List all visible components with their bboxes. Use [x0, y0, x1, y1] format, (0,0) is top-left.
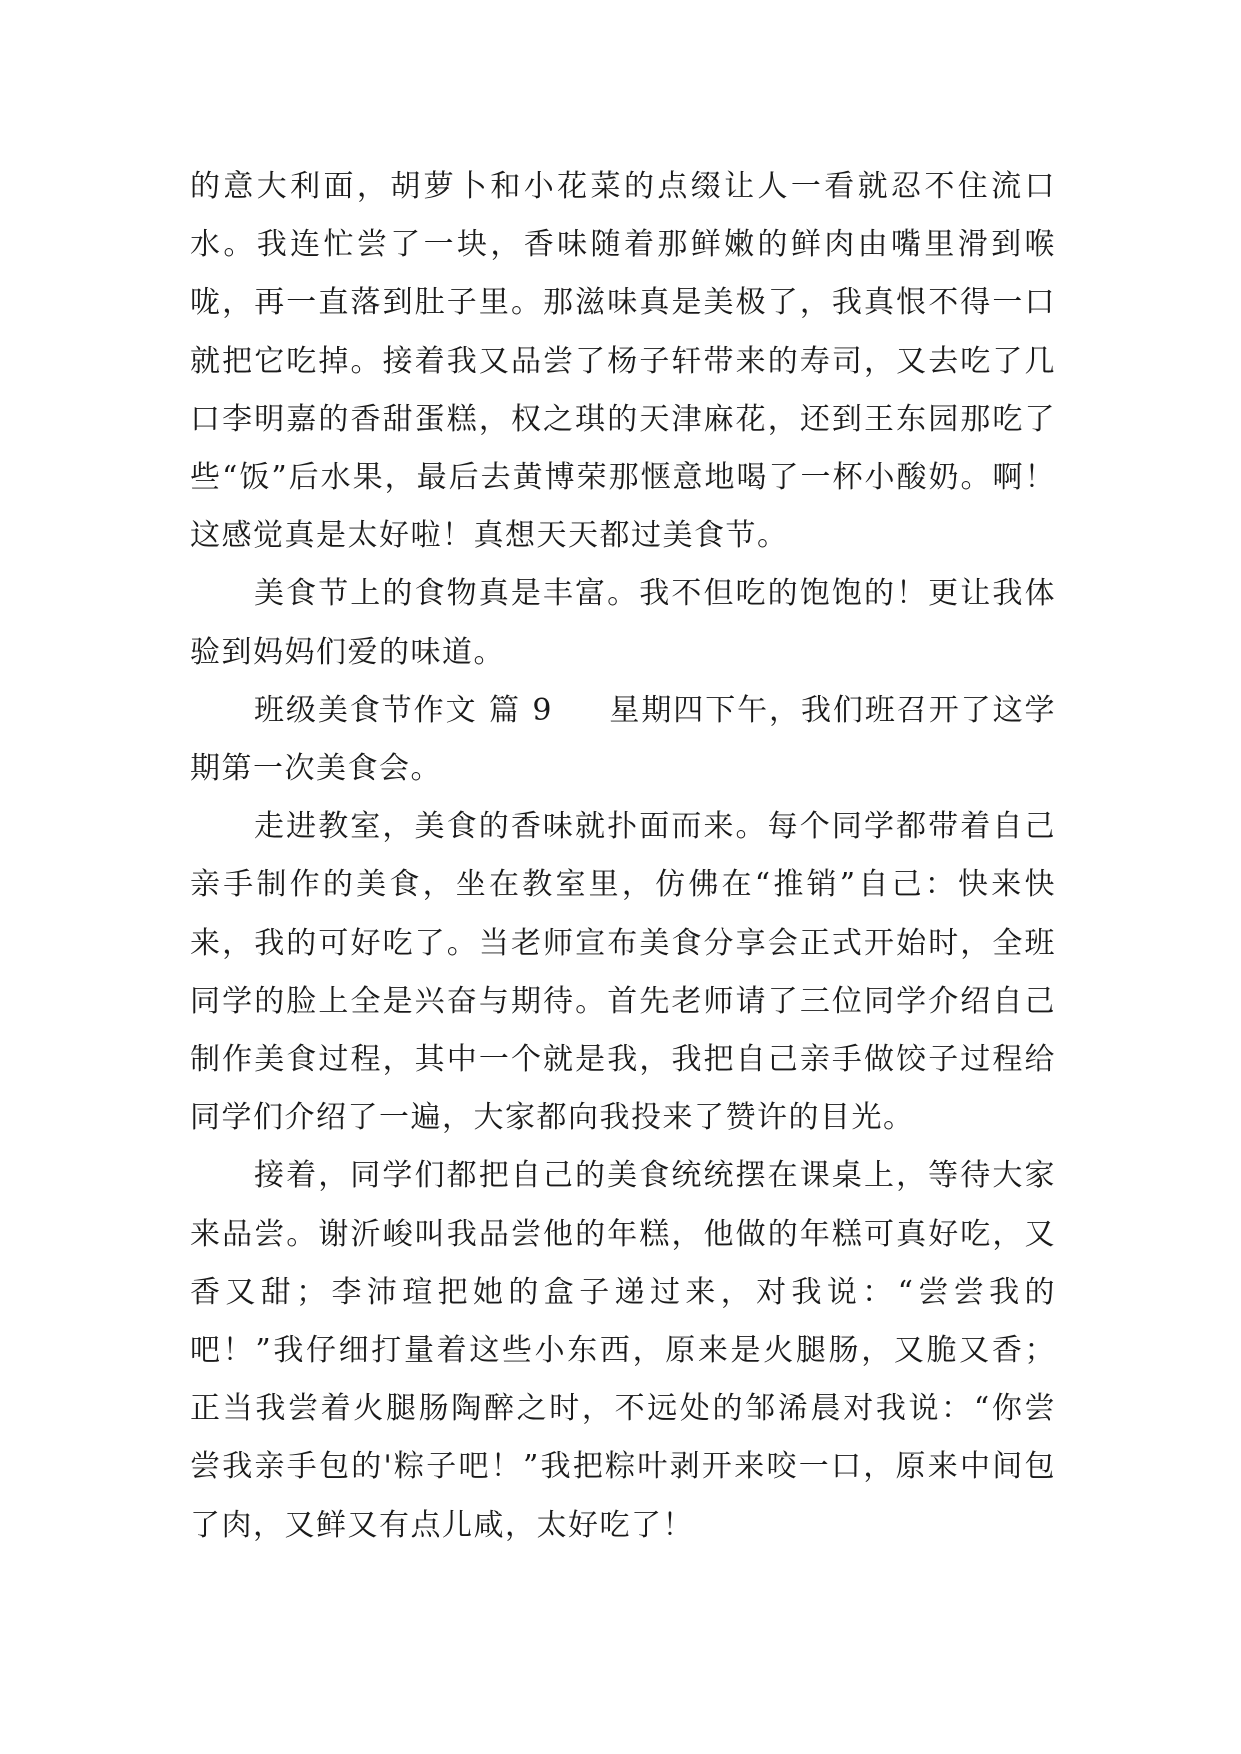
paragraph-1: 的意大利面，胡萝卜和小花菜的点缀让人一看就忍不住流口水。我连忙尝了一块，香味随着那鲜嫩的鲜肉由嘴里滑到喉咙，再一直落到肚子里。那滋味真是美极了，我真恨不得一口就把它吃掉。接着我又品尝了杨子轩带来的寿司，又去吃了几口李明嘉的香甜蛋糕，权之琪的天津麻花，还到王东园那吃了些“饭”后水果，最后去黄博荣那惬意地喝了一杯小酸奶。啊！这感觉真是太好啦！真想天天都过美食节。	[190, 169, 1056, 554]
paragraph-2: 美食节上的食物真是丰富。我不但吃的饱饱的！更让我体验到妈妈们爱的味道。	[190, 576, 1056, 670]
section-heading: 班级美食节作文 篇 9	[254, 692, 553, 728]
article-body	[190, 158, 1056, 1555]
section-intro: 星期四下午，我们班召开了这学期第一次美食会。	[190, 692, 1056, 787]
paragraph-5: 接着，同学们都把自己的美食统统摆在课桌上，等待大家来品尝。谢沂峻叫我品尝他的年糕，他做的年糕可真好吃，又香又甜；李沛瑄把她的盒子递过来，对我说：“尝尝我的吧！”我仔细打量着这些小东西，原来是火腿肠，又脆又香；正当我尝着火腿肠陶醉之时，不远处的邹浠晨对我说：“你尝尝我亲手包的'粽子吧！”我把粽叶剥开来咬一口，原来中间包了肉，又鲜又有点儿咸，太好吃了！	[190, 1158, 1056, 1543]
paragraph-3	[190, 682, 1056, 798]
paragraph-4: 走进教室，美食的香味就扑面而来。每个同学都带着自己亲手制作的美食，坐在教室里，仿佛在“推销”自己：快来快来，我的可好吃了。当老师宣布美食分享会正式开始时，全班同学的脸上全是兴奋与期待。首先老师请了三位同学介绍自己制作美食过程，其中一个就是我，我把自己亲手做饺子过程给同学们介绍了一遍，大家都向我投来了赞许的目光。	[190, 809, 1056, 1136]
